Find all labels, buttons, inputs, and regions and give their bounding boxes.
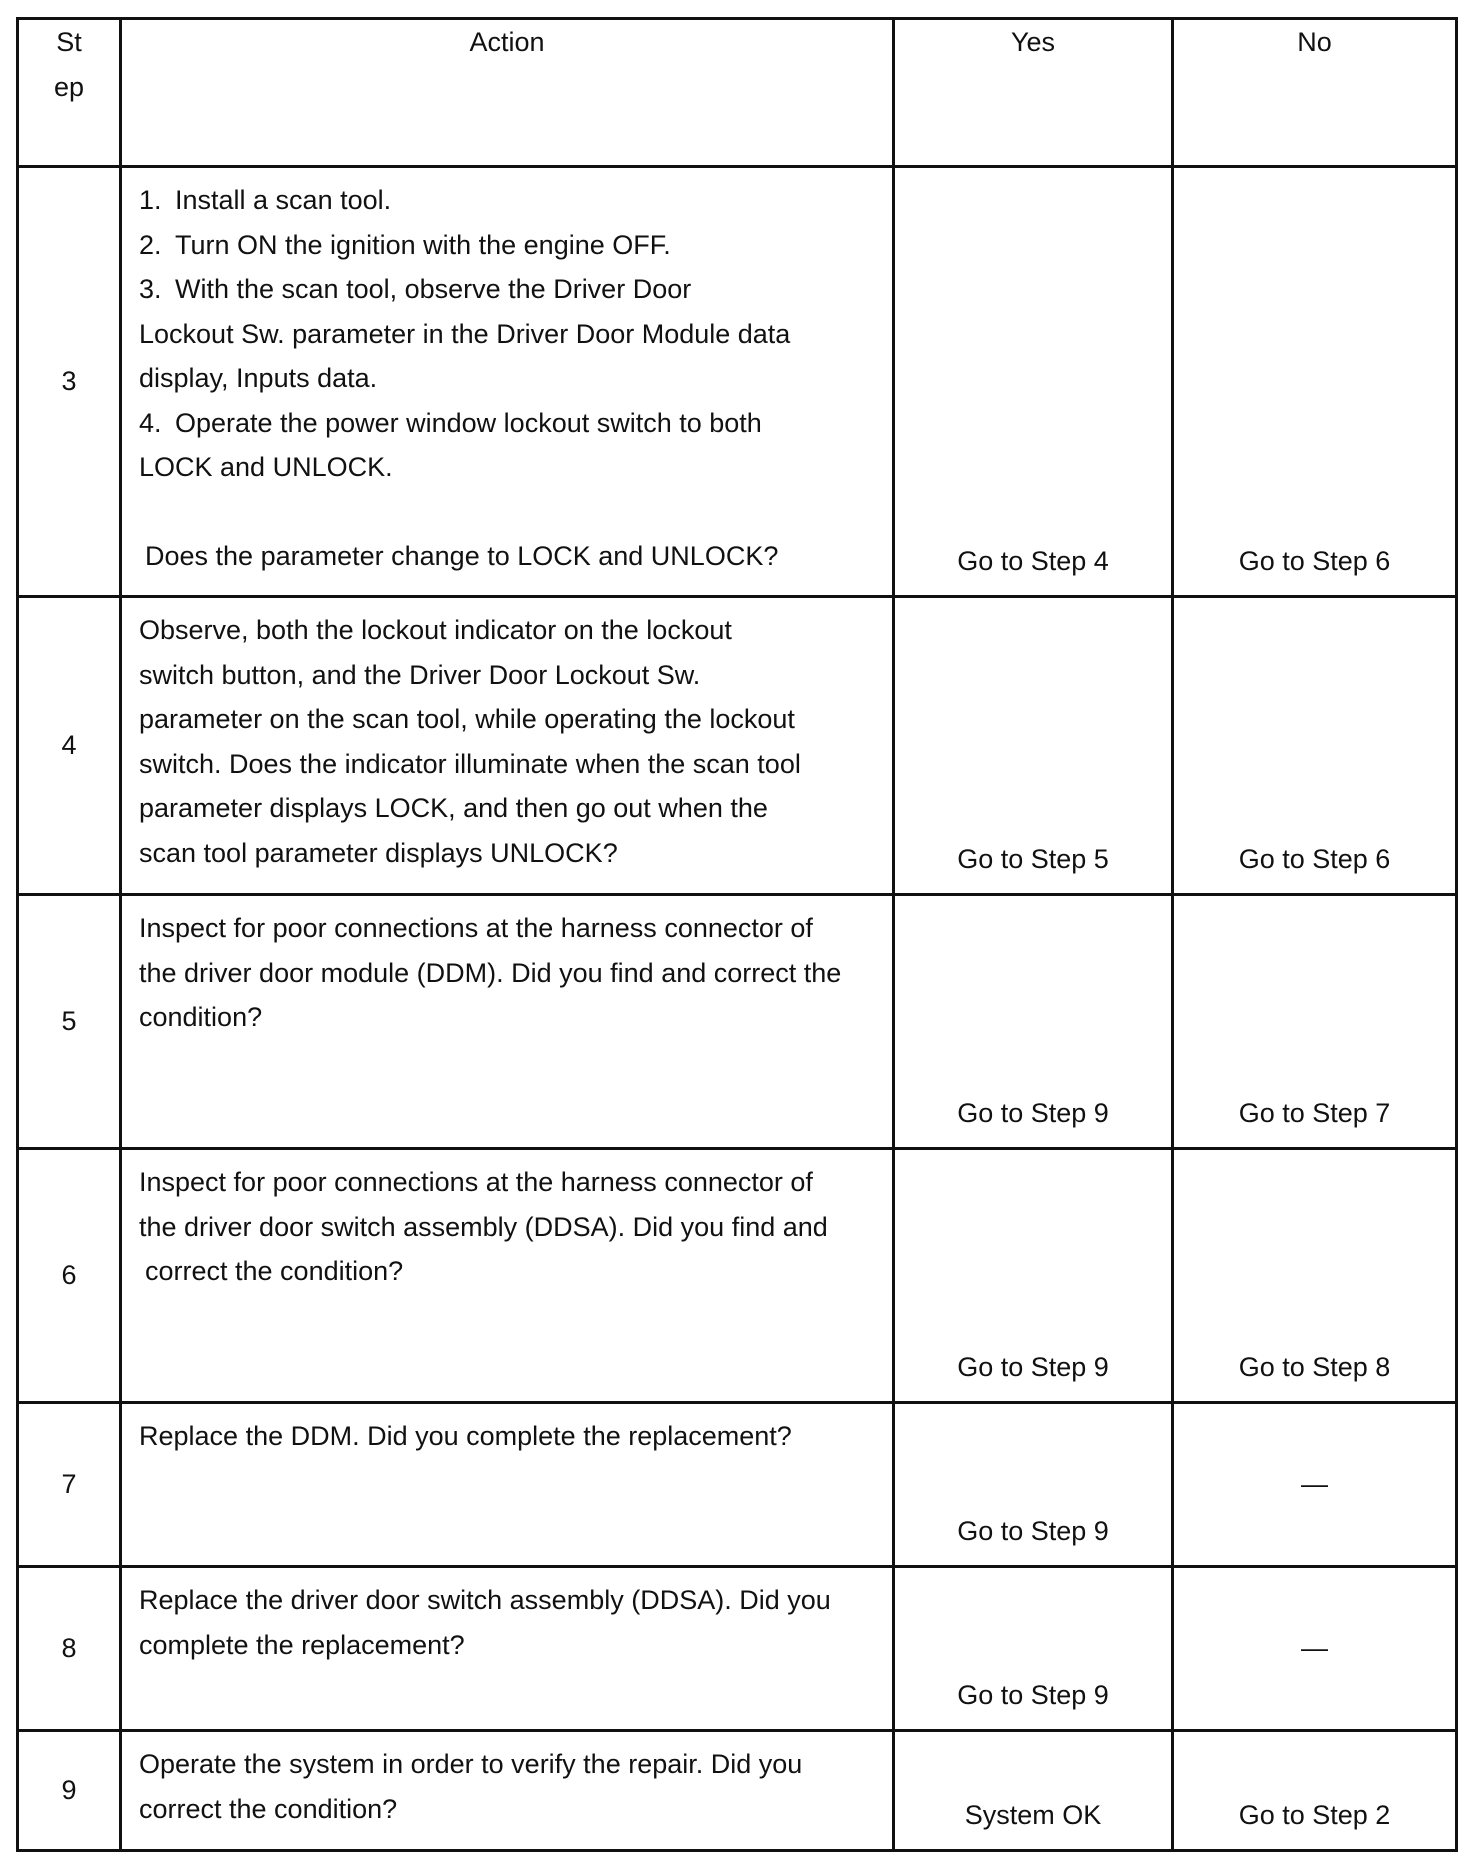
- yes-cell: System OK: [894, 1731, 1173, 1851]
- action-line: parameter displays LOCK, and then go out when the: [139, 793, 768, 823]
- item-number: 4.: [139, 407, 162, 438]
- item-continuation: display, Inputs data.: [139, 363, 378, 393]
- action-line: Replace the driver door switch assembly (DDSA). Did you: [139, 1585, 831, 1615]
- action-line: parameter on the scan tool, while operating the lockout: [139, 704, 795, 734]
- no-cell: Go to Step 2: [1173, 1731, 1457, 1851]
- no-cell: —: [1173, 1403, 1457, 1567]
- action-cell: [121, 1149, 894, 1403]
- action-line: switch. Does the indicator illuminate when the scan tool: [139, 748, 801, 779]
- table-row: [18, 1567, 1457, 1731]
- step-number: 3: [18, 167, 121, 597]
- step-number: 7: [18, 1403, 121, 1567]
- action-line: Inspect for poor connections at the harness connector of: [139, 913, 813, 943]
- header-step-line1: St: [56, 27, 82, 57]
- action-line: correct the condition?: [139, 1793, 398, 1824]
- action-line: condition?: [139, 1002, 263, 1032]
- step-number: 4: [18, 597, 121, 895]
- table-row: [18, 1403, 1457, 1567]
- action-cell: [121, 1731, 894, 1851]
- action-line: switch button, and the Driver Door Lockout Sw.: [139, 659, 701, 690]
- table-row: [18, 1149, 1457, 1403]
- action-line: scan tool parameter displays UNLOCK?: [139, 837, 618, 868]
- action-cell: [121, 1403, 894, 1567]
- action-line: the driver door module (DDM). Did you find and correct the: [139, 957, 842, 988]
- action-line: the driver door switch assembly (DDSA). Did you find and: [139, 1211, 828, 1242]
- item-continuation: Lockout Sw. parameter in the Driver Door Module data: [139, 318, 791, 349]
- table-row: [18, 895, 1457, 1149]
- question-text: Does the parameter change to LOCK and UNLOCK?: [145, 540, 779, 571]
- action-line: Observe, both the lockout indicator on the lockout: [139, 615, 732, 645]
- step-number: 8: [18, 1567, 121, 1731]
- header-row: [18, 19, 1457, 167]
- header-action: Action: [121, 19, 894, 167]
- list-item: [139, 223, 882, 268]
- item-number: 3.: [139, 274, 162, 304]
- action-cell: [121, 895, 894, 1149]
- table-row: [18, 597, 1457, 895]
- action-line: complete the replacement?: [139, 1629, 465, 1660]
- step-number: 9: [18, 1731, 121, 1851]
- yes-cell: Go to Step 9: [894, 1149, 1173, 1403]
- item-text: Install a scan tool.: [175, 185, 392, 215]
- table-row: [18, 167, 1457, 597]
- action-line: Replace the DDM. Did you complete the replacement?: [139, 1421, 792, 1451]
- header-step-line2: ep: [53, 71, 85, 102]
- action-cell: [121, 1567, 894, 1731]
- table-row: [18, 1731, 1457, 1851]
- item-text: Operate the power window lockout switch to both: [175, 407, 762, 438]
- yes-cell: Go to Step 4: [894, 167, 1173, 597]
- diagnostic-table: [16, 17, 1458, 1852]
- header-yes: Yes: [894, 19, 1173, 167]
- list-item: [139, 267, 882, 312]
- action-cell: [121, 597, 894, 895]
- list-item: [139, 401, 882, 446]
- no-cell: Go to Step 6: [1173, 167, 1457, 597]
- step-number: 6: [18, 1149, 121, 1403]
- item-number: 2.: [139, 229, 162, 260]
- item-text: With the scan tool, observe the Driver Door: [175, 274, 692, 304]
- yes-cell: Go to Step 9: [894, 1567, 1173, 1731]
- action-line: Operate the system in order to verify the repair. Did you: [139, 1749, 803, 1779]
- no-cell: Go to Step 6: [1173, 597, 1457, 895]
- list-item: [139, 178, 882, 223]
- action-line: Inspect for poor connections at the harness connector of: [139, 1167, 813, 1197]
- item-text: Turn ON the ignition with the engine OFF.: [175, 229, 671, 260]
- step-number: 5: [18, 895, 121, 1149]
- no-cell: Go to Step 8: [1173, 1149, 1457, 1403]
- no-cell: Go to Step 7: [1173, 895, 1457, 1149]
- yes-cell: Go to Step 9: [894, 1403, 1173, 1567]
- no-cell: —: [1173, 1567, 1457, 1731]
- item-number: 1.: [139, 185, 162, 215]
- yes-cell: Go to Step 5: [894, 597, 1173, 895]
- header-step: [18, 19, 121, 167]
- yes-cell: Go to Step 9: [894, 895, 1173, 1149]
- action-cell: [121, 167, 894, 597]
- header-no: No: [1173, 19, 1457, 167]
- action-line: correct the condition?: [145, 1256, 404, 1286]
- item-continuation: LOCK and UNLOCK.: [139, 452, 393, 482]
